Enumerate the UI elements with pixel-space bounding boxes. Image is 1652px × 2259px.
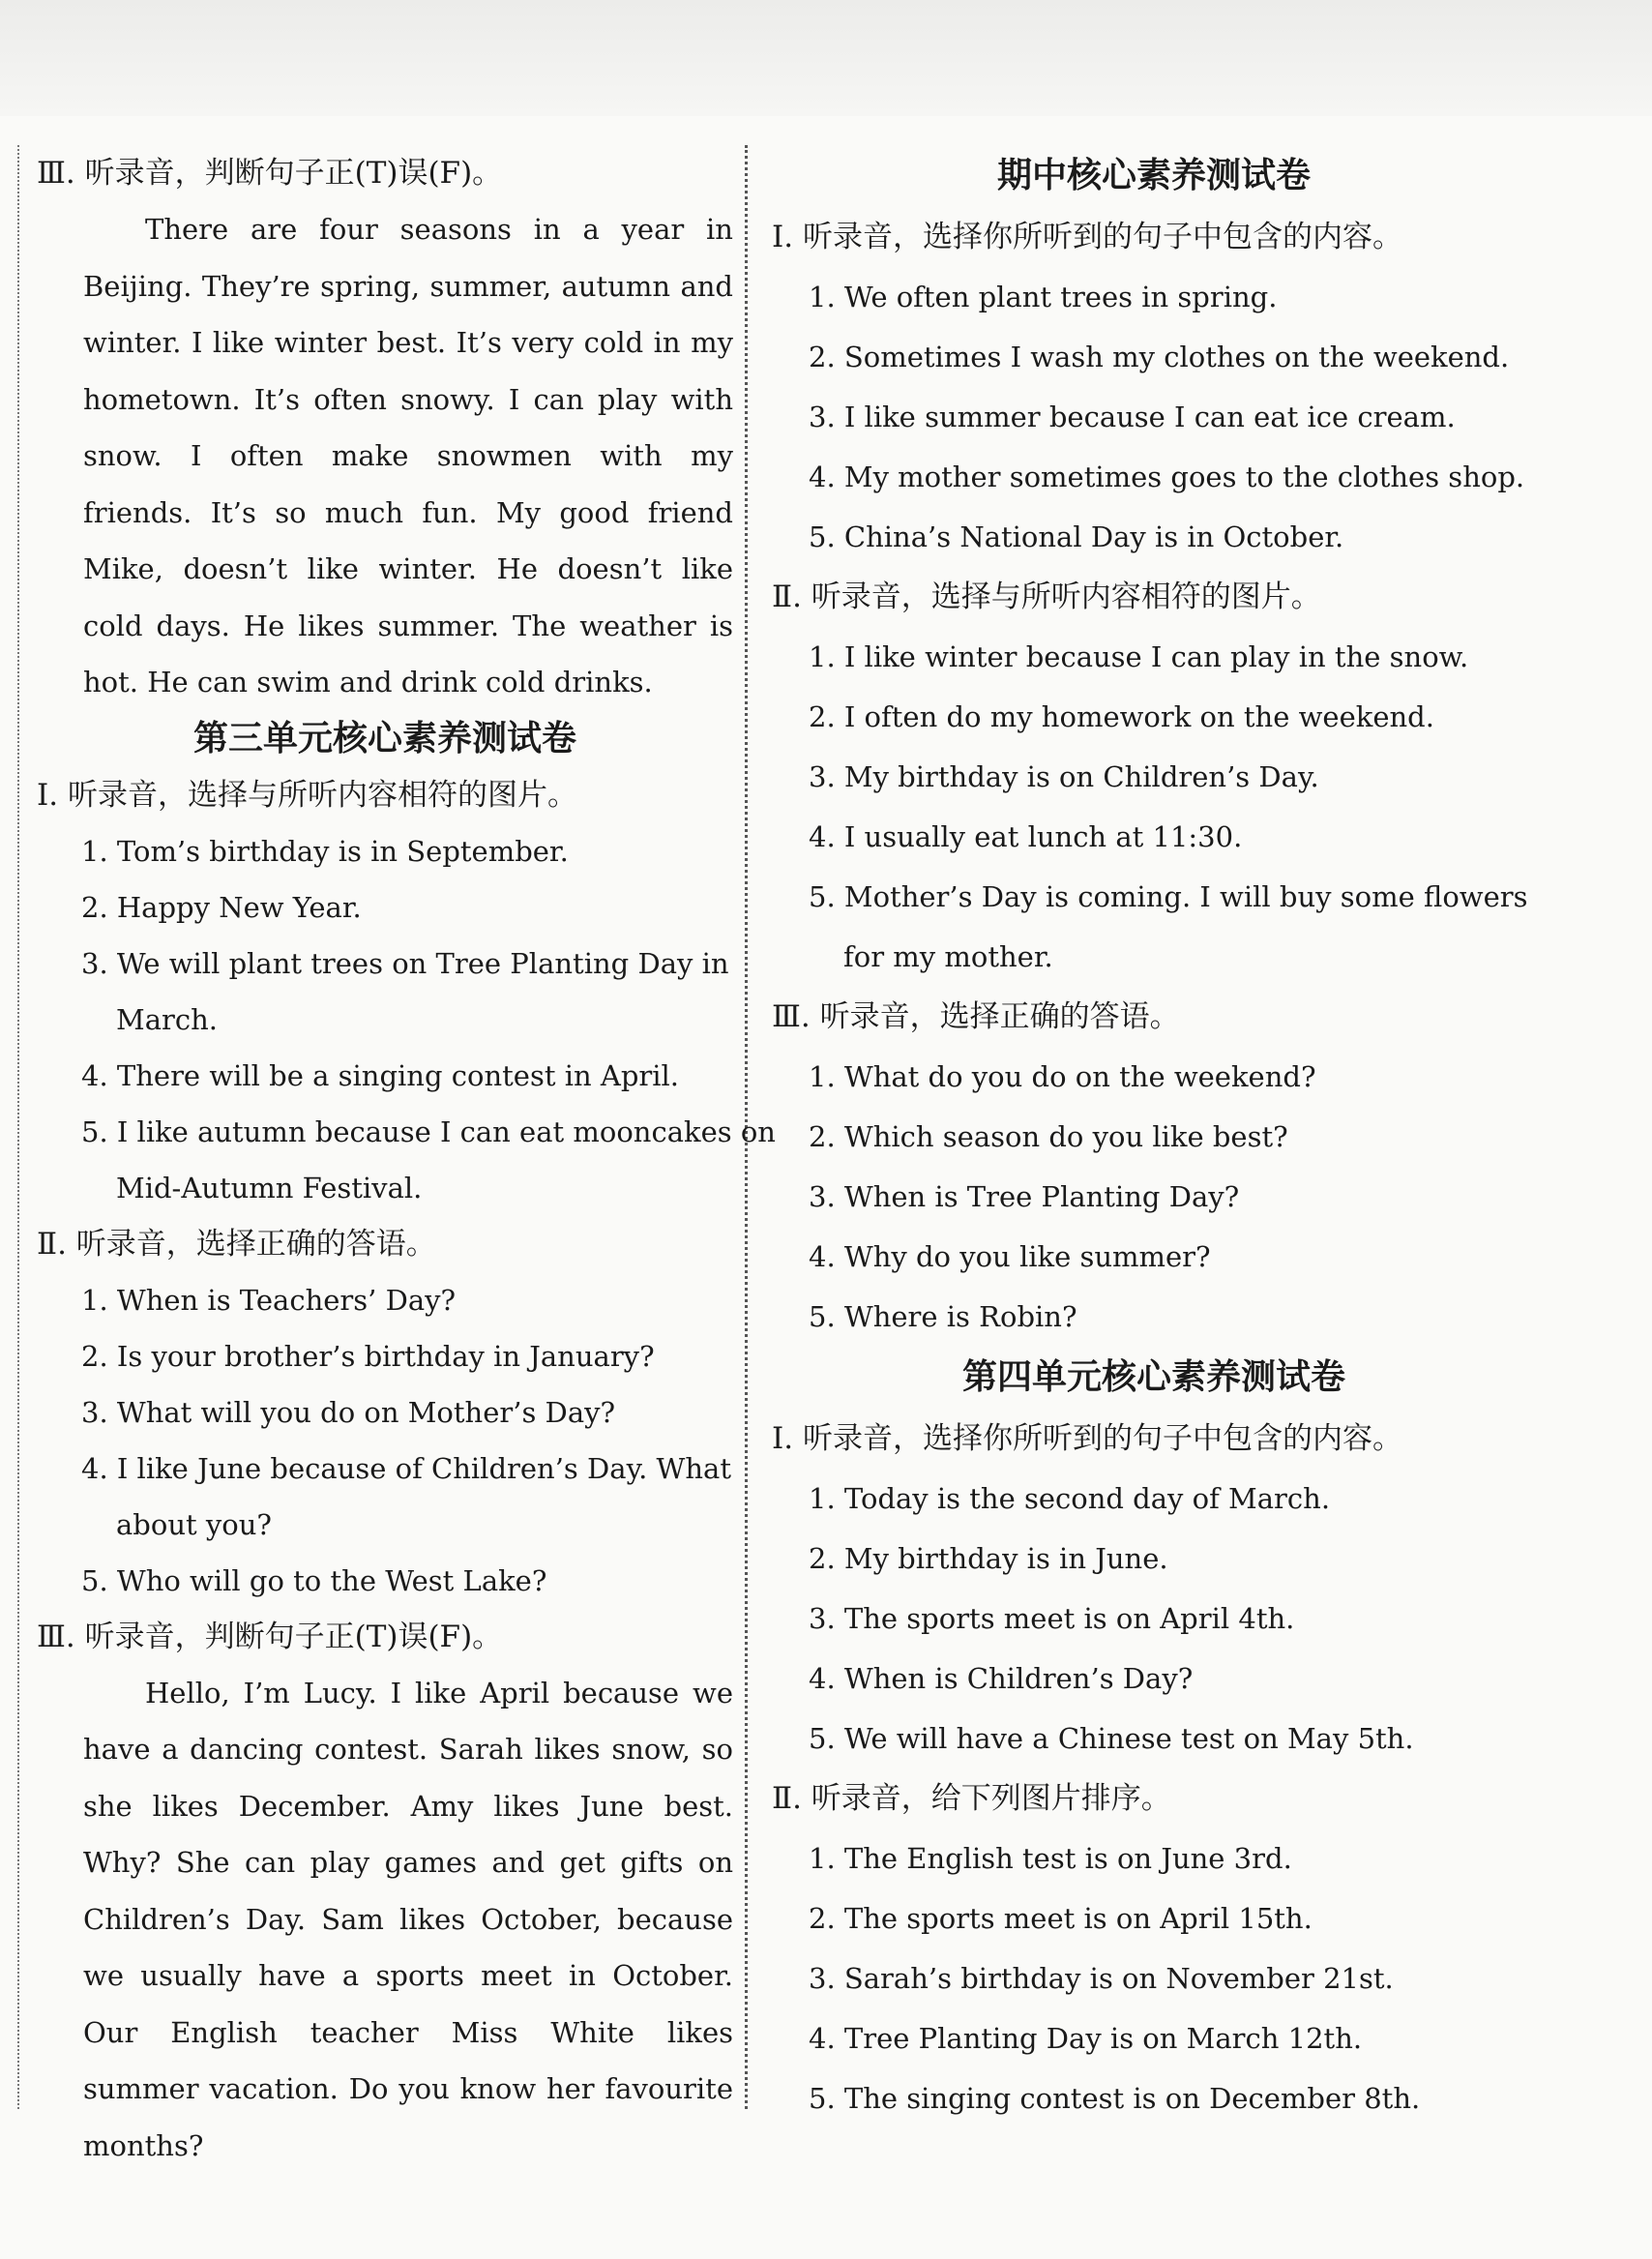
unit4-title: 第四单元核心素养测试卷 [961, 1357, 1345, 1397]
section-heading: Ⅲ. 听录音，判断句子正(T)误(F)。 [37, 156, 503, 191]
list-item: 5. I like autumn because I can eat mooncakes on [81, 1115, 776, 1148]
part-heading: Ⅱ. 听录音，选择与所听内容相符的图片。 [772, 580, 1321, 614]
part-heading: Ⅱ. 听录音，选择正确的答语。 [37, 1226, 436, 1262]
list-item: 2. Sometimes I wash my clothes on the weekend. [809, 341, 1510, 373]
list-item: 2. The sports meet is on April 15th. [809, 1902, 1313, 1935]
list-item: 3. We will plant trees on Tree Planting Day in [81, 946, 729, 980]
list-item: 1. What do you do on the weekend? [809, 1060, 1316, 1093]
list-item: 4. I like June because of Children’s Day. What [81, 1451, 731, 1485]
list-item-continued: March. [116, 1002, 218, 1036]
listening-passage: There are four seasons in a year in Beijing. They’re spring, summer, autumn and winter. I like winter best. It’s very cold in my hometown. It’s often snowy. I can play with snow. I often make snowmen with my friends. It’s so much fun. My good friend Mike, doesn’t like winter. He doesn’t like cold days. He likes summer. The weather is hot. He can swim and drink cold drinks. [83, 213, 733, 699]
list-item: 2. My birthday is in June. [809, 1542, 1168, 1575]
list-item: 5. Who will go to the West Lake? [81, 1563, 547, 1597]
part-heading: Ⅲ. 听录音，选择正确的答语。 [772, 999, 1180, 1034]
left-column [37, 145, 776, 2174]
listening-passage: Hello, I’m Lucy. I like April because we have a dancing contest. Sarah likes snow, so she likes December. Amy likes June best. Why? She can play games and get gifts on Children’s Day. Sam likes October, because we usually have a sports meet in October. Our English teacher Miss White likes summer vacation. Do you know her favourite months? [83, 1676, 733, 2162]
list-item: 1. I like winter because I can play in the snow. [809, 640, 1469, 673]
list-item: 3. Sarah’s birthday is on November 21st. [809, 1962, 1394, 1995]
list-item: 1. Today is the second day of March. [809, 1482, 1331, 1515]
right-column [772, 145, 1536, 2128]
part-heading: Ⅰ. 听录音，选择你所听到的句子中包含的内容。 [772, 220, 1402, 254]
list-item: 2. Is your brother’s birthday in January? [81, 1339, 655, 1373]
list-item: 4. There will be a singing contest in April. [81, 1058, 680, 1092]
list-item: 4. When is Children’s Day? [809, 1662, 1194, 1695]
list-item: 1. When is Teachers’ Day? [81, 1283, 457, 1317]
midterm-title: 期中核心素养测试卷 [996, 156, 1311, 195]
list-item: 3. I like summer because I can eat ice cream. [809, 401, 1456, 433]
list-item: 5. We will have a Chinese test on May 5th. [809, 1722, 1414, 1755]
document-page [37, 145, 1615, 2162]
left-margin-rule [17, 145, 19, 2109]
part-heading: Ⅰ. 听录音，选择与所听内容相符的图片。 [37, 777, 577, 813]
list-item: 5. China’s National Day is in October. [809, 520, 1344, 553]
list-item: 3. My birthday is on Children’s Day. [809, 760, 1319, 793]
list-item: 3. The sports meet is on April 4th. [809, 1602, 1295, 1635]
list-item: 4. My mother sometimes goes to the clothes shop. [809, 461, 1525, 493]
list-item: 3. When is Tree Planting Day? [809, 1180, 1240, 1213]
list-item: 1. We often plant trees in spring. [809, 281, 1278, 313]
list-item: 5. Where is Robin? [809, 1300, 1077, 1333]
list-item-continued: Mid-Autumn Festival. [116, 1171, 423, 1204]
part-heading: Ⅰ. 听录音，选择你所听到的句子中包含的内容。 [772, 1421, 1402, 1456]
unit3-title: 第三单元核心素养测试卷 [192, 718, 576, 758]
part-heading: Ⅲ. 听录音，判断句子正(T)误(F)。 [37, 1619, 503, 1654]
list-item: 1. The English test is on June 3rd. [809, 1842, 1292, 1875]
list-item: 2. Which season do you like best? [809, 1120, 1288, 1153]
list-item-continued: for my mother. [843, 940, 1053, 973]
list-item: 4. Why do you like summer? [809, 1240, 1211, 1273]
page-top-band [0, 0, 1652, 116]
list-item-continued: about you? [116, 1507, 272, 1541]
list-item: 2. Happy New Year. [81, 890, 362, 924]
list-item: 1. Tom’s birthday is in September. [81, 834, 569, 868]
list-item: 5. Mother’s Day is coming. I will buy some flowers [809, 880, 1528, 913]
part-heading: Ⅱ. 听录音，给下列图片排序。 [772, 1781, 1171, 1816]
list-item: 4. I usually eat lunch at 11:30. [809, 820, 1243, 853]
list-item: 5. The singing contest is on December 8th. [809, 2082, 1421, 2115]
list-item: 3. What will you do on Mother’s Day? [81, 1395, 616, 1429]
list-item: 2. I often do my homework on the weekend. [809, 700, 1434, 733]
list-item: 4. Tree Planting Day is on March 12th. [809, 2022, 1363, 2055]
